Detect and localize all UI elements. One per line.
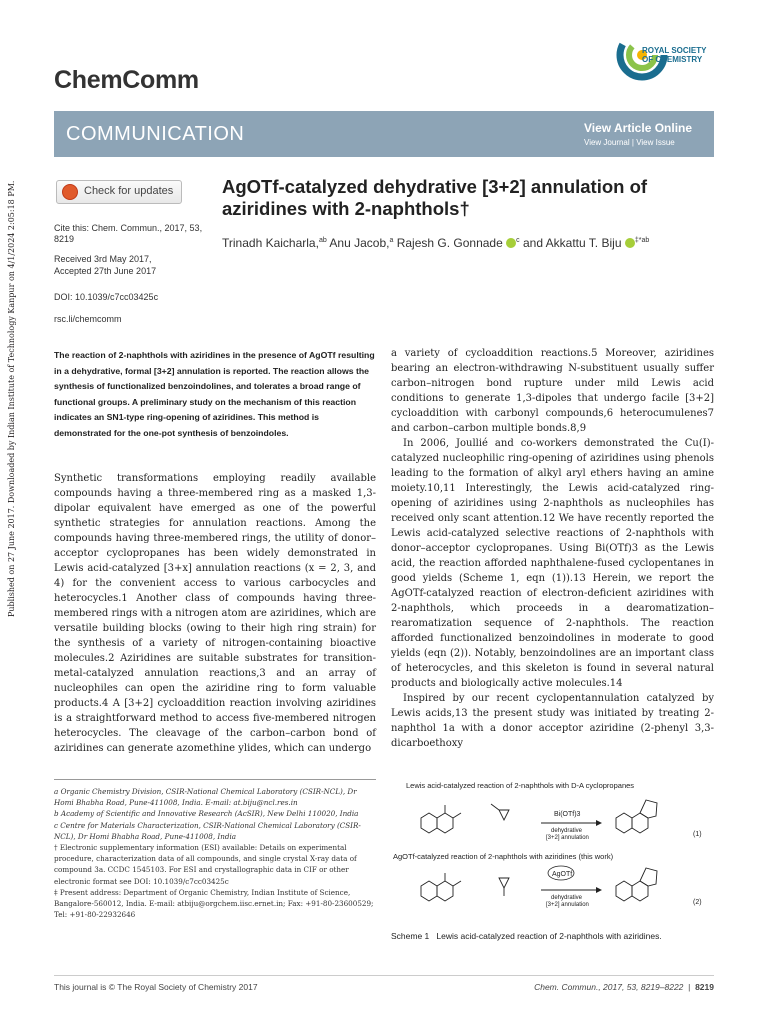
body-paragraph: In 2006, Joullié and co-workers demonstrated the Cu(I)-catalyzed nucleophilic ring-opening of aziridines using phenols leading to the formation of alkyl aryl ethers having an amine moiety.10,11 Interestingly, the Lewis acid-catalyzed ring-opening of aziridines using 2-naphthols as nucleophiles has received only scant attention.12 We have recently reported the Lewis acid-catalyzed selective reactions of 2-naphthols with donor–acceptor cyclopropanes. Using Bi(OTf)3 as the Lewis acid, the reaction afforded naphthalene-fused cyclopentanes in good yields (Scheme 1, eqn (1)).13 Herein, we report the AgOTf-catalyzed reaction of electron-deficient aziridines with 2-naphthols, which proceeds in a dearomatization–rearomatization sequence of 2-naphthols. The reaction afforded functionalized benzoindolines in moderate to good yields (eqn (2)). Notably, benzoindolines are an important class of heterocycles, and this skeleton is found in several natural products and biologically active molecules.14 [391, 438, 714, 689]
scheme-heading-2: AgOTf-catalyzed reaction of 2-naphthols with aziridines (this work) [393, 852, 614, 861]
aziridine-structure [499, 878, 509, 896]
author-1-aff: ab [318, 237, 327, 244]
body-column-left [54, 471, 376, 756]
logo-line-2: OF CHEMISTRY [642, 55, 703, 64]
orcid-icon[interactable] [506, 238, 516, 248]
scheme-catalyst-1: Bi(OTf)3 [554, 811, 581, 818]
body-paragraph: a variety of cycloaddition reactions.5 Moreover, aziridines bearing an electron-withdrawing N-substituent usually suffer carbon–nitrogen bond rupture under mild Lewis acid conditions to generate 1,3-dipoles that undergo facile [3+2] cycloaddition with carbonyl compounds,6 heterocumulenes7 and carbon–carbon multiple bonds.8,9 [391, 348, 714, 434]
author-1: Trinadh Kaicharla, [222, 236, 319, 250]
author-2-aff: a [389, 237, 394, 244]
scheme-caption [391, 931, 662, 941]
naphthol-structure [421, 873, 461, 901]
page-number: 8219 [695, 982, 714, 992]
banner-sublinks [584, 138, 675, 147]
accepted-date: Accepted 27th June 2017 [54, 266, 157, 276]
scheme-condition: dehydrative [551, 895, 583, 901]
orcid-icon[interactable] [625, 238, 635, 248]
banner-separator: | [631, 138, 634, 147]
scheme-caption-label: Scheme 1 [391, 931, 430, 941]
scheme-catalyst-2: AgOTf [552, 871, 573, 878]
footnote: ‡ Present address: Department of Organic Chemistry, Indian Institute of Science, Bangalore-560012, India. E-mail: atbiju@orgchem.iisc.ernet.in; Fax: +91-80-23600529; Tel: +91-80-22932646 [54, 887, 374, 920]
scheme-caption-text: Lewis acid-catalyzed reaction of 2-naphthols with aziridines. [436, 931, 662, 941]
logo-text [642, 46, 706, 64]
footer-divider [54, 975, 714, 976]
author-and: and [522, 236, 543, 250]
scheme-figure [391, 778, 714, 928]
doi[interactable]: DOI: 10.1039/c7cc03425c [54, 292, 159, 302]
scheme-condition: [3+2] annulation [546, 902, 589, 908]
view-article-online-link[interactable]: View Article Online [584, 121, 693, 135]
article-title: AgOTf-catalyzed dehydrative [3+2] annulation of aziridines with 2-naphthols† [222, 176, 648, 219]
cyclopropane-structure [491, 804, 509, 820]
article-type: COMMUNICATION [66, 123, 245, 145]
abstract: The reaction of 2-naphthols with aziridines in the presence of AgOTf resulting in a dehydrative, formal [3+2] annulation is reported. The reaction allows the synthesis of functionalized benzoindolines, and tolerates a broad range of functional groups. A preliminary study on the mechanism of this reaction indicates an SN1-type ring-opening of aziridines. This method is demonstrated for the one-pot synthesis of benzoindoles. [54, 350, 375, 438]
author-3-aff: c [516, 237, 520, 244]
body-paragraph: Inspired by our recent cyclopentannulation catalyzed by Lewis acids,13 the present study was initiated by treating 2-naphthol 1a with a donor acceptor aziridine (2-phenyl 3,3-dicarboethoxy [391, 693, 714, 749]
scheme-condition: dehydrative [551, 828, 583, 834]
journal-site-link[interactable]: rsc.li/chemcomm [54, 314, 122, 324]
footnote-divider [54, 779, 376, 780]
equation-number: (1) [693, 831, 702, 838]
cyclopentane-product-structure [616, 800, 657, 833]
received-date: Received 3rd May 2017, [54, 254, 152, 264]
footnote: † Electronic supplementary information (ESI) available: Details on experimental procedure, characterization data of all compounds, and single crystal X-ray data of compound 3a. CCDC 1545103. For ESI and crystallographic data in CIF or other electronic format see DOI: 10.1039/c7cc03425c [54, 843, 357, 886]
footer-citation: Chem. Commun., 2017, 53, 8219–8222 | 8219 [534, 982, 714, 992]
author-4: Akkattu T. Biju [545, 236, 622, 250]
equation-number: (2) [693, 899, 702, 906]
footnote: a Organic Chemistry Division, CSIR-National Chemical Laboratory (CSIR-NCL), Dr Homi Bhabha Road, Pune-411008, India. E-mail: at.biju@ncl.res.in [54, 787, 357, 808]
footer-journal: Chem. Commun., 2017, 53, 8219–8222 [534, 982, 684, 992]
view-journal-link[interactable]: View Journal [584, 138, 630, 147]
check-for-updates-label: Check for updates [84, 185, 174, 197]
footnote: c Centre for Materials Characterization, CSIR-National Chemical Laboratory (CSIR-NCL), Dr Homi Bhabha Road, Pune-411008, India [54, 820, 361, 841]
update-badge-icon [62, 184, 78, 200]
footnote: b Academy of Scientific and Innovative Research (AcSIR), New Delhi 110020, India [54, 809, 359, 819]
logo-line-1: ROYAL SOCIETY [642, 46, 707, 55]
journal-title: ChemComm [54, 66, 199, 94]
reaction-arrowhead [596, 820, 602, 826]
naphthol-structure [421, 805, 461, 833]
author-list [222, 236, 722, 250]
body-paragraph: Synthetic transformations employing readily available compounds having a three-membered ring as a masked 1,3-dipolar equivalent have emerged as one of the powerful synthetic strategies for annulation reactions. Among the compounds having three-membered rings, the utility of donor–acceptor cyclopropanes has been widely demonstrated in Lewis acid-catalyzed [3+x] annulation reactions (x = 2, 3, and 4) for the convenient access to various carbocycles and heterocycles.1 Another class of compounds having three-membered rings with a nitrogen atom are aziridines, which are versatile building blocks (owing to their high ring strain) for the synthesis of a variety of nitrogen-containing bioactive molecules.2 Aziridines are suitable substrates for transition-metal-catalyzed annulation reactions,3 and an array of nucleophiles can open the aziridine ring to form valuable products.4 A [3+2] cycloaddition reaction involving aziridines is a straightforward method to access five-membered nitrogen heterocycles. The cleavage of the carbon–carbon bond of aziridines can generate azomethine ylides, which can undergo [54, 473, 376, 754]
author-2: Anu Jacob, [329, 236, 390, 250]
body-column-right [391, 346, 714, 751]
citation: Cite this: Chem. Commun., 2017, 53, 8219 [54, 223, 203, 244]
author-4-aff: ‡*ab [634, 237, 650, 244]
scheme-condition: [3+2] annulation [546, 835, 589, 841]
download-sidebar: Published on 27 June 2017. Downloaded by Indian Institute of Technology Kanpur on 4/1/2024 2:05:18 PM. [7, 180, 16, 617]
view-issue-link[interactable]: View Issue [636, 138, 675, 147]
footnotes [54, 786, 378, 920]
scheme-heading-1: Lewis acid-catalyzed reaction of 2-naphthols with D-A cyclopropanes [406, 781, 635, 790]
author-3: Rajesh G. Gonnade [396, 236, 503, 250]
reaction-arrowhead [596, 887, 602, 893]
footer-copyright: This journal is © The Royal Society of Chemistry 2017 [54, 982, 258, 992]
benzoindoline-product-structure [616, 868, 657, 901]
